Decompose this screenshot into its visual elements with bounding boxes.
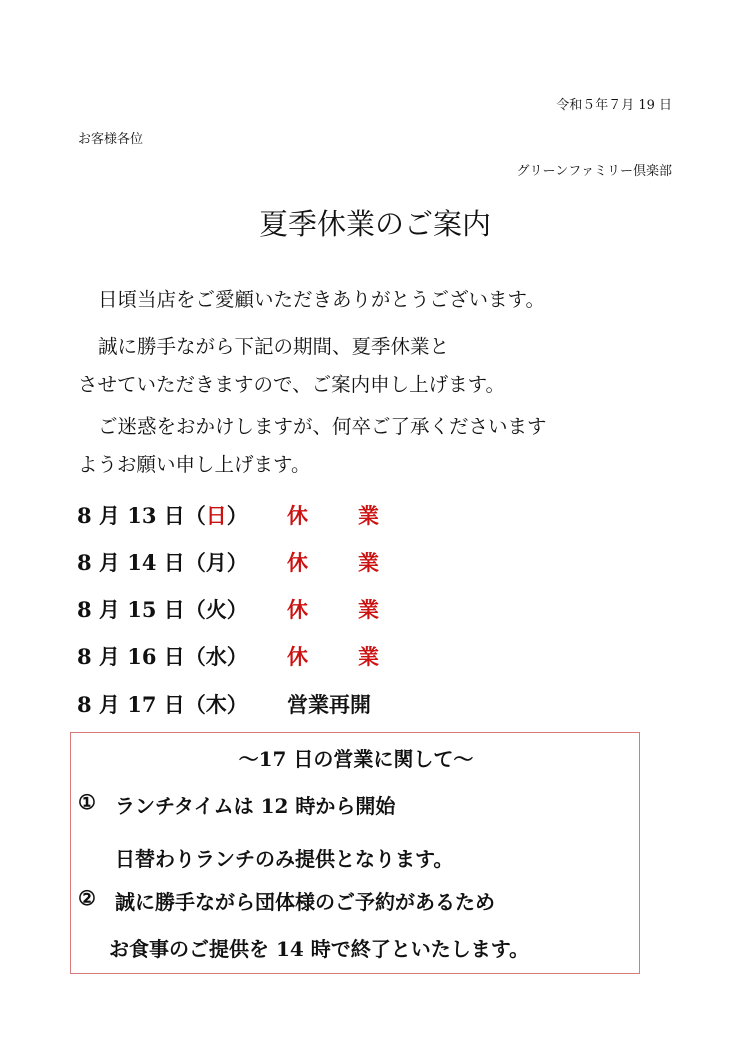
- notice-box: [70, 732, 640, 974]
- recipient-line: お客様各位: [78, 132, 144, 147]
- announcement-paragraph: [78, 328, 678, 404]
- notice-item-2-line-2: お食事のご提供を 14 時で終了といたします。: [109, 937, 530, 961]
- announcement-line-2: させていただきますので、ご案内申し上げます。: [78, 373, 506, 396]
- schedule-date-suffix: ）: [226, 550, 248, 575]
- schedule-weekday: 日: [205, 503, 227, 528]
- schedule-date-suffix: ）: [226, 503, 248, 528]
- schedule-date: [77, 641, 287, 671]
- closed-status: 休業: [287, 503, 429, 528]
- schedule-date: [77, 547, 287, 577]
- closed-status: 休業: [287, 644, 429, 669]
- schedule-date-prefix: 8 月 15 日（: [77, 597, 206, 622]
- schedule-weekday: 木: [205, 692, 227, 717]
- number-2-icon: ②: [78, 886, 96, 910]
- schedule-date-suffix: ）: [226, 597, 248, 622]
- schedule-weekday: 水: [205, 644, 227, 669]
- schedule-row: [77, 547, 429, 577]
- closed-status: 休業: [287, 550, 429, 575]
- notice-date: 令和５年７月 19 日: [556, 98, 672, 113]
- schedule-row: [77, 594, 429, 624]
- announcement-line-1: 誠に勝手ながら下記の期間、夏季休業と: [98, 335, 450, 358]
- schedule-date: [77, 500, 287, 530]
- greeting-line: 日頃当店をご愛顧いただきありがとうございます。: [98, 288, 545, 311]
- schedule-date-prefix: 8 月 14 日（: [77, 550, 206, 575]
- schedule-date-prefix: 8 月 17 日（: [77, 692, 206, 717]
- greeting-paragraph: [78, 281, 678, 319]
- schedule-date: [77, 594, 287, 624]
- schedule-row: [77, 689, 371, 719]
- schedule-date-prefix: 8 月 16 日（: [77, 644, 206, 669]
- schedule-weekday: 月: [205, 550, 227, 575]
- schedule-date-prefix: 8 月 13 日（: [77, 503, 206, 528]
- notice-item-1-line-2: 日替わりランチのみ提供となります。: [115, 847, 454, 871]
- sender-name: グリーンファミリー倶楽部: [516, 164, 672, 179]
- notice-item-1-line-1: ランチタイムは 12 時から開始: [115, 794, 396, 818]
- schedule-date: [77, 689, 287, 719]
- schedule-row: [77, 500, 429, 530]
- notice-item-2-line-1: 誠に勝手ながら団体様のご予約があるため: [115, 890, 495, 914]
- closed-status: 休業: [287, 597, 429, 622]
- reopen-status: 営業再開: [287, 692, 371, 717]
- schedule-row: [77, 641, 429, 671]
- page-title: 夏季休業のご案内: [258, 207, 491, 241]
- schedule-weekday: 火: [205, 597, 227, 622]
- schedule-date-suffix: ）: [226, 644, 248, 669]
- apology-paragraph: [78, 408, 678, 484]
- notice-box-heading: ～17 日の営業に関して～: [238, 747, 474, 771]
- apology-line-2: ようお願い申し上げます。: [78, 453, 311, 476]
- number-1-icon: ①: [78, 790, 96, 814]
- schedule-date-suffix: ）: [226, 692, 248, 717]
- apology-line-1: ご迷惑をおかけしますが、何卒ご了承くださいます: [98, 415, 547, 438]
